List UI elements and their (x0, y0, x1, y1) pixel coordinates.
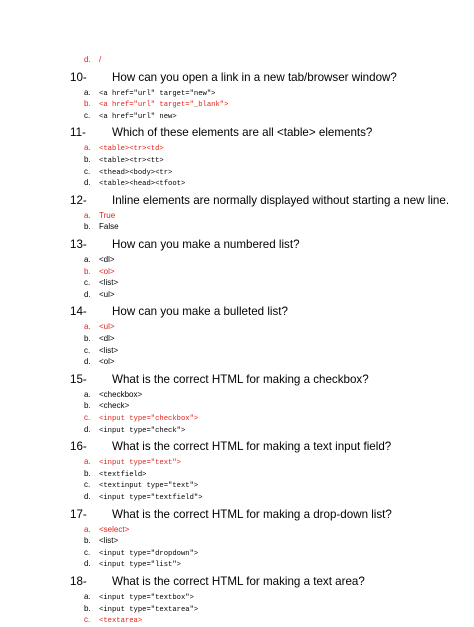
answer-option (84, 87, 215, 99)
option-letter: c. (84, 166, 91, 176)
option-letter: c. (84, 413, 91, 422)
option-letter: d. (84, 492, 91, 501)
option-letter: b. (84, 99, 91, 109)
question-text: What is the correct HTML for making a checkbox? (112, 372, 369, 386)
answer-option (84, 491, 203, 503)
answer-option (84, 424, 185, 436)
answer-option (84, 110, 177, 122)
question-text: Inline elements are normally displayed without starting a new line. (112, 193, 450, 207)
question-text: How can you make a numbered list? (112, 238, 300, 251)
option-text: <table><tr><tt> (99, 157, 164, 165)
option-letter: d. (84, 559, 91, 569)
question-text: What is the correct HTML for making a text input field? (112, 440, 392, 454)
answer-option (84, 289, 115, 301)
option-text: <list> (99, 536, 119, 546)
answer-option (84, 177, 185, 189)
option-letter: b. (84, 266, 91, 276)
answer-option (84, 389, 142, 401)
answer-option (84, 277, 118, 289)
option-text: False (99, 222, 119, 232)
option-text: <ul> (99, 322, 115, 332)
question-number: 13- (70, 238, 87, 251)
answer-option-correct (84, 412, 198, 424)
option-text: <input type="dropdown"> (99, 549, 199, 558)
option-text: <ol> (99, 266, 115, 276)
answer-option (84, 468, 146, 480)
option-text: <table><head><tfoot> (99, 180, 186, 189)
option-text: <checkbox> (99, 389, 143, 399)
option-text: / (99, 55, 102, 64)
answer-option (84, 221, 119, 233)
option-letter: c. (84, 278, 91, 288)
answer-option-correct (84, 210, 115, 222)
option-letter: c. (84, 110, 91, 120)
option-text: <a href="url" target="new"> (99, 89, 216, 98)
option-text: <table><tr><td> (99, 145, 164, 154)
answer-option (84, 535, 118, 547)
option-letter: a. (84, 210, 91, 220)
answer-option-correct (84, 321, 115, 333)
question-number: 12- (70, 193, 87, 207)
option-text: <a href="url" new> (99, 112, 177, 121)
answer-option-correct (84, 266, 115, 278)
option-letter: a. (84, 87, 91, 97)
option-text: <textarea> (99, 617, 143, 626)
answer-option (84, 166, 172, 178)
question-number: 16- (70, 440, 87, 454)
option-text: <ul> (99, 289, 115, 299)
question-number: 17- (70, 507, 87, 521)
option-text: <input type="check"> (99, 426, 186, 435)
option-letter: b. (84, 155, 91, 164)
option-text: <input type="text"> (99, 459, 181, 468)
option-text: True (99, 210, 116, 220)
option-letter: b. (84, 401, 91, 411)
answer-option-correct (84, 614, 142, 626)
option-letter: b. (84, 603, 91, 613)
question-text: How can you open a link in a new tab/browser window? (112, 70, 397, 84)
answer-option (84, 558, 181, 570)
question-number: 14- (70, 305, 87, 319)
option-text: <input type="list"> (99, 561, 181, 570)
answer-option (84, 333, 115, 345)
option-letter: b. (84, 222, 91, 232)
answer-option-correct (84, 456, 181, 468)
answer-option (84, 154, 164, 166)
option-letter: a. (84, 592, 91, 601)
option-letter: d. (84, 424, 91, 434)
option-text: <textfield> (99, 470, 147, 479)
option-letter: d. (84, 55, 91, 64)
answer-option (84, 356, 115, 368)
option-letter: a. (84, 457, 91, 467)
option-text: <a href="url" target="_blank"> (99, 101, 229, 110)
option-letter: a. (84, 255, 91, 264)
question-text: What is the correct HTML for making a text area? (112, 575, 365, 588)
question-text: How can you make a bulleted list? (112, 305, 288, 319)
answer-option (84, 400, 129, 412)
option-text: <input type="textfield"> (99, 494, 203, 502)
answer-option-correct (84, 98, 228, 110)
option-letter: a. (84, 143, 91, 153)
option-letter: d. (84, 178, 91, 188)
option-text: <dl> (99, 255, 115, 264)
question-number: 11- (70, 126, 86, 140)
option-text: <thead><body><tr> (99, 168, 173, 177)
option-text: <select> (99, 524, 130, 534)
option-letter: a. (84, 389, 91, 399)
option-text: <list> (99, 278, 119, 288)
answer-option-correct (84, 524, 129, 536)
question-number: 10- (70, 70, 87, 84)
question-text: Which of these elements are all <table> elements? (112, 126, 373, 140)
option-letter: c. (84, 615, 91, 625)
option-letter: c. (84, 480, 91, 490)
answer-option (84, 345, 118, 357)
answer-option (84, 591, 194, 603)
option-letter: c. (84, 345, 91, 355)
option-letter: c. (84, 547, 91, 557)
answer-option (84, 254, 115, 266)
answer-option-correct (84, 142, 164, 154)
option-text: <textinput type="text"> (99, 482, 199, 491)
option-letter: a. (84, 322, 91, 332)
option-letter: b. (84, 536, 91, 546)
option-letter: d. (84, 357, 91, 367)
answer-option-correct (84, 54, 101, 66)
option-text: <dl> (99, 334, 115, 343)
answer-option (84, 479, 198, 491)
question-number: 18- (70, 575, 87, 588)
option-letter: b. (84, 468, 91, 478)
option-letter: b. (84, 334, 91, 343)
option-text: <input type="textarea"> (99, 605, 199, 614)
question-text: What is the correct HTML for making a drop-down list? (112, 507, 392, 521)
option-letter: a. (84, 524, 91, 534)
option-text: <input type="textbox"> (99, 594, 194, 602)
answer-option (84, 547, 198, 559)
option-text: <check> (99, 401, 130, 411)
option-text: <input type="checkbox"> (99, 415, 199, 423)
question-number: 15- (70, 372, 87, 386)
option-letter: d. (84, 289, 91, 299)
option-text: <list> (99, 345, 119, 355)
option-text: <ol> (99, 357, 115, 367)
